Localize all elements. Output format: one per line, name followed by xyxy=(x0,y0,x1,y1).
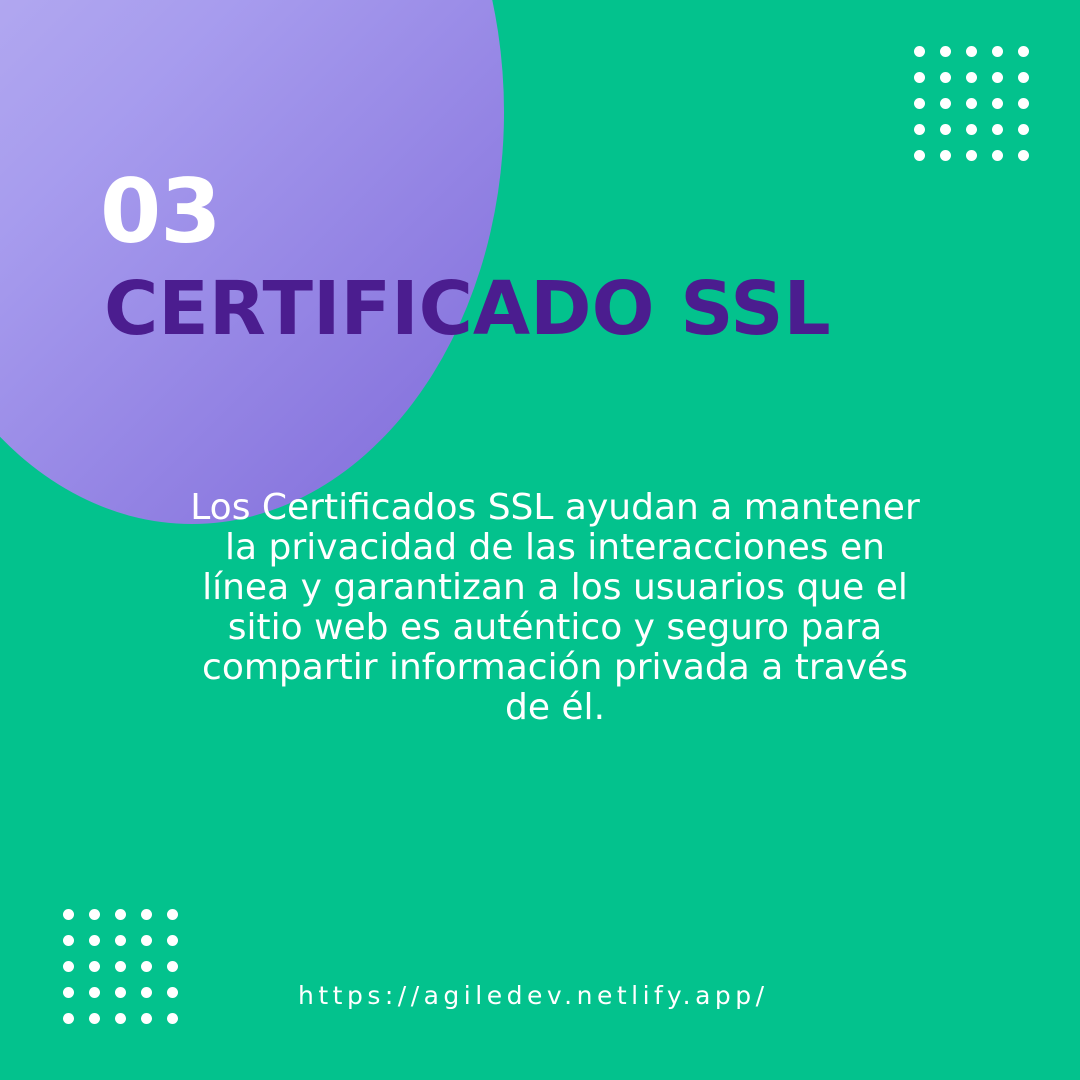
body-paragraph: Los Certificados SSL ayudan a mantener la privacidad de las interacciones en línea y garantizan a los usuarios que el sitio web es auténtico y seguro para compartir información privada a través de él. xyxy=(190,487,920,728)
dot xyxy=(63,987,74,998)
dot xyxy=(1018,98,1029,109)
dot xyxy=(89,909,100,920)
slide-number: 03 xyxy=(100,160,221,263)
dot xyxy=(141,1013,152,1024)
dot xyxy=(1018,124,1029,135)
dot xyxy=(914,124,925,135)
dot xyxy=(115,961,126,972)
dot xyxy=(940,150,951,161)
website-url: https://agiledev.netlify.app/ xyxy=(298,981,769,1010)
dot xyxy=(940,46,951,57)
dot xyxy=(63,909,74,920)
dot xyxy=(966,150,977,161)
dot xyxy=(167,935,178,946)
dot xyxy=(914,72,925,83)
dot xyxy=(115,1013,126,1024)
dot xyxy=(966,72,977,83)
dot xyxy=(992,150,1003,161)
dot xyxy=(115,909,126,920)
dot xyxy=(1018,46,1029,57)
dot xyxy=(992,98,1003,109)
dot xyxy=(914,98,925,109)
dot xyxy=(914,46,925,57)
dot xyxy=(89,961,100,972)
dot xyxy=(167,909,178,920)
dot xyxy=(63,1013,74,1024)
dot xyxy=(1018,72,1029,83)
dot xyxy=(115,987,126,998)
dot xyxy=(992,46,1003,57)
dot xyxy=(89,987,100,998)
dot xyxy=(992,72,1003,83)
purple-circle-decoration xyxy=(0,0,504,524)
dot xyxy=(89,1013,100,1024)
dot xyxy=(167,961,178,972)
dot-grid-bottom-left xyxy=(63,909,193,1039)
dot xyxy=(1018,150,1029,161)
dot xyxy=(966,124,977,135)
dot xyxy=(940,124,951,135)
dot xyxy=(167,987,178,998)
dot xyxy=(966,46,977,57)
dot xyxy=(167,1013,178,1024)
dot-grid-top-right xyxy=(914,46,1044,176)
dot xyxy=(940,72,951,83)
dot xyxy=(89,935,100,946)
dot xyxy=(141,935,152,946)
dot xyxy=(966,98,977,109)
dot xyxy=(115,935,126,946)
dot xyxy=(141,987,152,998)
dot xyxy=(63,961,74,972)
dot xyxy=(63,935,74,946)
slide-title: CERTIFICADO SSL xyxy=(104,266,831,352)
dot xyxy=(940,98,951,109)
dot xyxy=(141,961,152,972)
dot xyxy=(141,909,152,920)
dot xyxy=(914,150,925,161)
dot xyxy=(992,124,1003,135)
